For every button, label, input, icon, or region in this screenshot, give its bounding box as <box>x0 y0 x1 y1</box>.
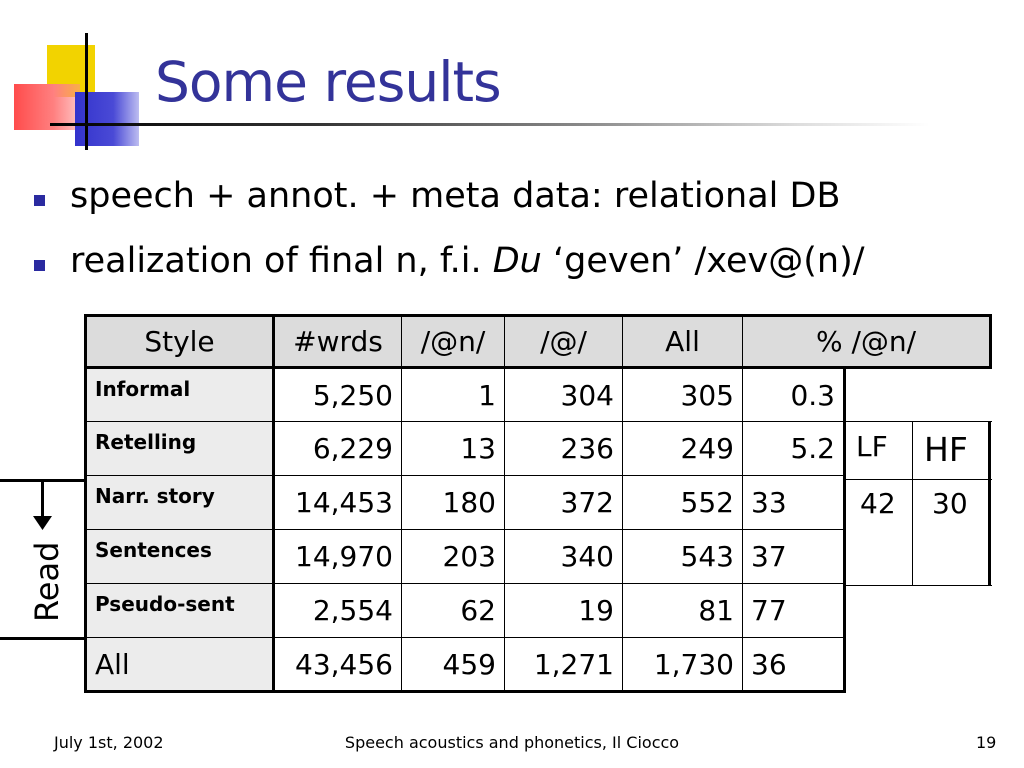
row-a: 340 <box>505 530 623 584</box>
row-style: Informal <box>86 368 274 422</box>
header-all: All <box>623 316 743 368</box>
row-style: Retelling <box>86 422 274 476</box>
down-arrow-icon <box>33 516 52 530</box>
row-pct: 77 <box>743 584 845 638</box>
row-style: Pseudo-sent <box>86 584 274 638</box>
row-an: 1 <box>402 368 505 422</box>
footer-title: Speech acoustics and phonetics, Il Ciocco <box>344 733 680 752</box>
row-an: 180 <box>402 476 505 530</box>
row-wrds: 6,229 <box>274 422 402 476</box>
row-all: 552 <box>623 476 743 530</box>
row-all: 543 <box>623 530 743 584</box>
results-table <box>84 314 992 693</box>
read-bracket-bottom <box>0 637 86 640</box>
bullet-text: speech + annot. + meta data: relational DB <box>70 176 841 216</box>
row-a: 304 <box>505 368 623 422</box>
table-row <box>86 476 991 530</box>
row-pct: 36 <box>743 638 845 692</box>
bullet-square-icon <box>34 260 45 271</box>
row-a: 372 <box>505 476 623 530</box>
row-an: 203 <box>402 530 505 584</box>
hf-value: 30 <box>932 487 968 520</box>
row-wrds: 43,456 <box>274 638 402 692</box>
row-wrds: 14,453 <box>274 476 402 530</box>
lfhf-bottom-border <box>845 585 992 586</box>
header-wrds: #wrds <box>274 316 402 368</box>
lfhf-mid-border <box>845 479 992 480</box>
logo-vertical-line <box>85 33 88 150</box>
title-underline <box>50 123 930 126</box>
lfhf-divider <box>912 421 913 586</box>
row-pct: 5.2 <box>743 422 845 476</box>
row-pct: 33 <box>743 476 845 530</box>
slide-number: 19 <box>976 733 997 752</box>
row-style: Narr. story <box>86 476 274 530</box>
table-row <box>86 422 991 476</box>
table-header-row <box>86 316 991 368</box>
row-a: 1,271 <box>505 638 623 692</box>
row-pct: 37 <box>743 530 845 584</box>
lfhf-right-border <box>988 421 991 586</box>
row-an: 459 <box>402 638 505 692</box>
bullet-text-pre: realization of final n, f.i. <box>70 241 493 281</box>
table-row <box>86 368 991 422</box>
row-wrds: 5,250 <box>274 368 402 422</box>
table-row <box>86 530 991 584</box>
lf-value: 42 <box>860 487 896 520</box>
row-all: 249 <box>623 422 743 476</box>
table-row <box>86 584 991 638</box>
header-pct: % /@n/ <box>743 316 991 368</box>
footer-date: July 1st, 2002 <box>54 733 164 752</box>
row-an: 13 <box>402 422 505 476</box>
row-pct: 0.3 <box>743 368 845 422</box>
header-style: Style <box>86 316 274 368</box>
hf-label: HF <box>924 430 968 469</box>
row-wrds: 2,554 <box>274 584 402 638</box>
bullet-square-icon <box>34 195 45 206</box>
header-an: /@n/ <box>402 316 505 368</box>
table-total-row <box>86 638 991 692</box>
read-label: Read <box>28 541 66 622</box>
header-a: /@/ <box>505 316 623 368</box>
bullet-text <box>70 241 865 281</box>
bullet-text-italic: Du <box>492 241 542 281</box>
bullet-text-post: ‘geven’ /xev@(n)/ <box>541 241 865 281</box>
row-all: 81 <box>623 584 743 638</box>
row-wrds: 14,970 <box>274 530 402 584</box>
row-all: 305 <box>623 368 743 422</box>
lfhf-top-border <box>845 421 992 422</box>
row-a: 236 <box>505 422 623 476</box>
slide-logo <box>0 0 150 160</box>
lf-label: LF <box>856 430 888 463</box>
slide-title: Some results <box>155 50 501 114</box>
row-style: All <box>86 638 274 692</box>
row-an: 62 <box>402 584 505 638</box>
row-a: 19 <box>505 584 623 638</box>
row-style: Sentences <box>86 530 274 584</box>
row-all: 1,730 <box>623 638 743 692</box>
